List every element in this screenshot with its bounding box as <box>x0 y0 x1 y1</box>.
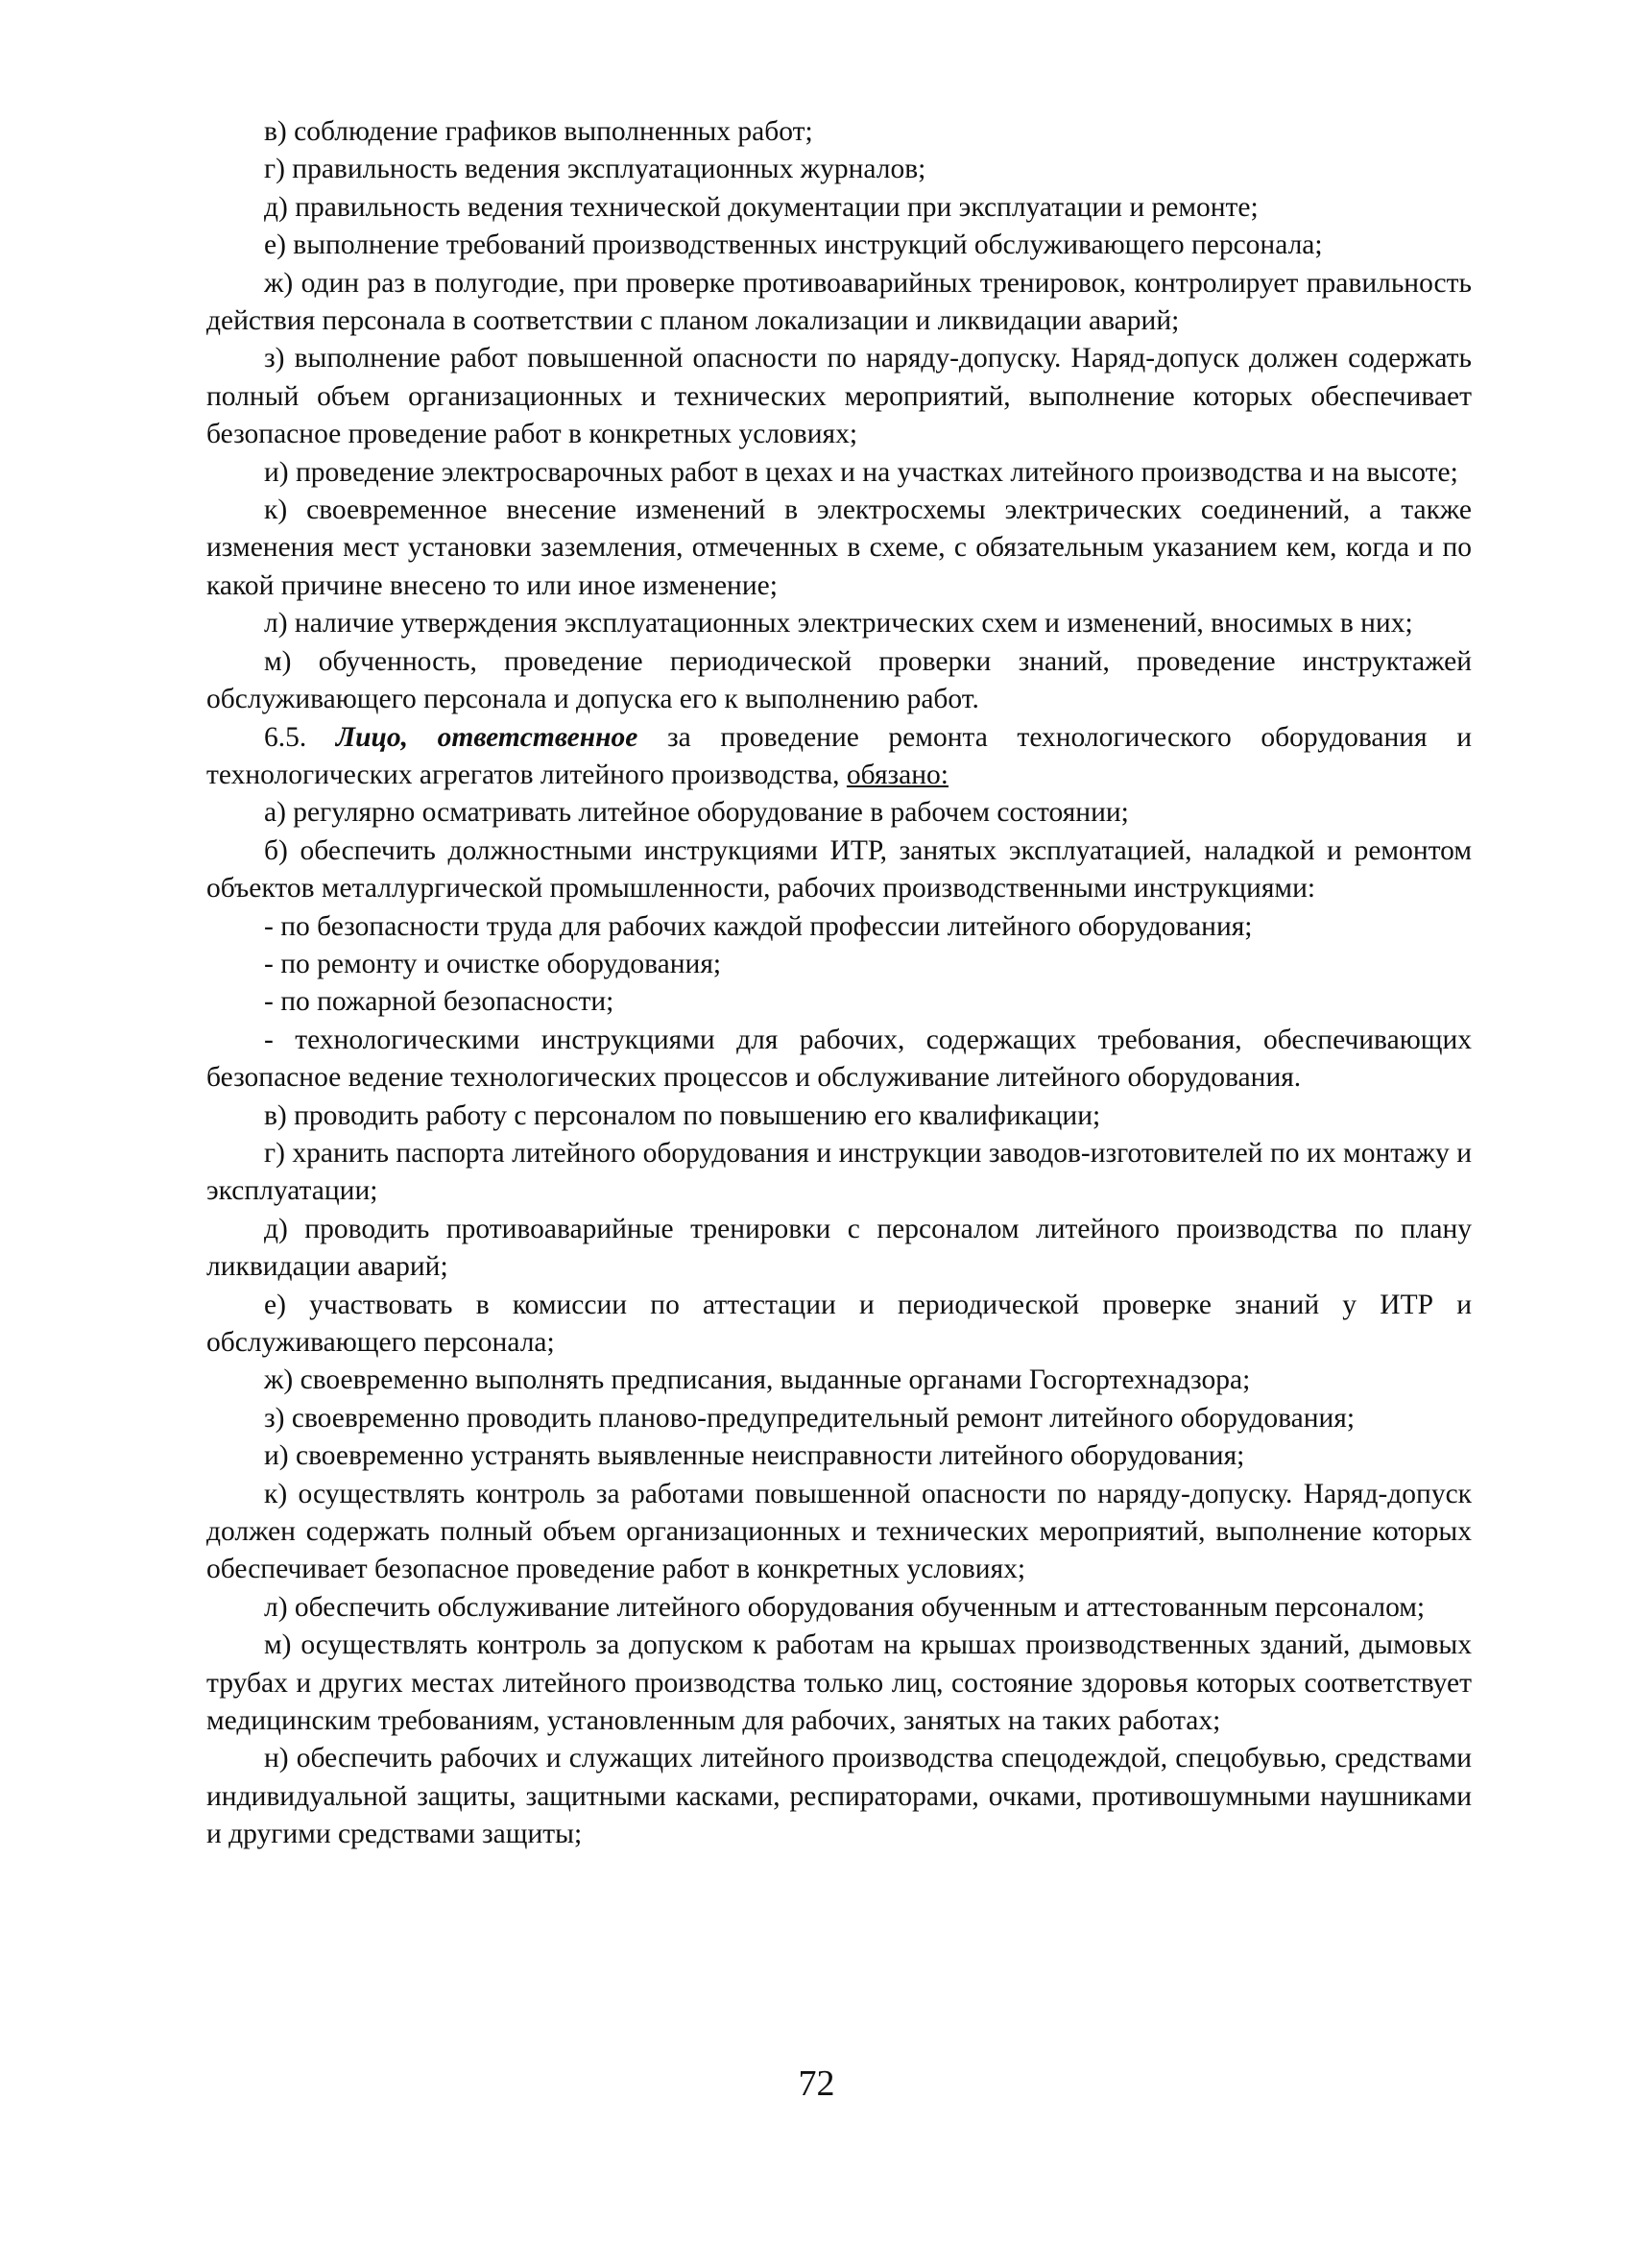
paragraph-e: е) выполнение требований производственных инструкций обслуживающего персонала; <box>264 229 1323 261</box>
paragraph-l2: л) обеспечить обслуживание литейного оборудования обученным и аттестованным персоналом; <box>264 1591 1426 1623</box>
paragraph-g2: г) хранить паспорта литейного оборудования и инструкции заводов-изготовителей по их монтажу и эксплуатации; <box>206 1137 1472 1207</box>
paragraph-zh: ж) один раз в полугодие, при проверке противоаварийных тренировок, контролирует правильность действия персонала в соответствии с планом локализации и ликвидации аварий; <box>206 267 1472 337</box>
section-number: 6.5. <box>264 721 307 753</box>
paragraph-b: б) обеспечить должностными инструкциями ИТР, занятых эксплуатацией, наладкой и ремонтом объектов металлургической промышленности, рабочих производственными инструкциями: <box>206 834 1472 905</box>
dash-item: - технологическими инструкциями для рабочих, содержащих требования, обеспечивающих безопасное ведение технологических процессов и обслуживание литейного оборудования. <box>206 1024 1472 1094</box>
paragraph-k2: к) осуществлять контроль за работами повышенной опасности по наряду-допуску. Наряд-допуск должен содержать полный объем организационных и технических мероприятий, выполнение которых обеспечивает безопасное проведение работ в конкретных условиях; <box>206 1478 1472 1585</box>
section-6-5 <box>206 719 1472 795</box>
paragraph-g: г) правильность ведения эксплуатационных журналов; <box>264 154 926 185</box>
page-number: 72 <box>798 2063 835 2104</box>
paragraph-z: з) выполнение работ повышенной опасности по наряду-допуску. Наряд-допуск должен содержать полный объем организационных и технических мероприятий, выполнение которых обеспечивает безопасное проведение работ в конкретных условиях; <box>206 343 1472 450</box>
paragraph-m: м) обученность, проведение периодической проверки знаний, проведение инструктажей обслуживающего персонала и допуска его к выполнению работ. <box>206 645 1472 715</box>
section-heading: Лицо, ответственное <box>335 721 638 753</box>
dash-item: - по безопасности труда для рабочих каждой профессии литейного оборудования; <box>264 910 1253 942</box>
paragraph-zh2: ж) своевременно выполнять предписания, выданные органами Госгортехнадзора; <box>264 1364 1251 1396</box>
paragraph-z2: з) своевременно проводить планово-предупредительный ремонт литейного оборудования; <box>264 1402 1356 1434</box>
paragraph-m2: м) осуществлять контроль за допуском к работам на крышах производственных зданий, дымовых трубах и других местах литейного производства только лиц, состояние здоровья которых соответствует медицинским требованиям, установленным для рабочих, занятых на таких работах; <box>206 1629 1472 1737</box>
paragraph-n2: н) обеспечить рабочих и служащих литейного производства спецодеждой, спецобувью, средствами индивидуальной защиты, защитными касками, респираторами, очками, противошумными наушниками и другими средствами защиты; <box>206 1743 1472 1850</box>
paragraph-a: а) регулярно осматривать литейное оборудование в рабочем состоянии; <box>264 797 1129 829</box>
paragraph-e2: е) участвовать в комиссии по аттестации и периодической проверке знаний у ИТР и обслуживающего персонала; <box>206 1289 1472 1358</box>
dash-item: - по ремонту и очистке оборудования; <box>264 948 722 979</box>
section-obliged: обязано: <box>846 759 949 790</box>
paragraph-k: к) своевременное внесение изменений в электросхемы электрических соединений, а также изменения мест установки заземления, отмеченных в схеме, с обязательным указанием кем, когда и по какой причине внесено то или иное изменение; <box>206 495 1472 601</box>
dash-item: - по пожарной безопасности; <box>264 986 614 1018</box>
section-text: за проведение ремонта технологического оборудования и технологических агрегатов литейного производства, <box>206 721 1473 790</box>
paragraph-d: д) правильность ведения технической документации при эксплуатации и ремонте; <box>264 191 1259 223</box>
paragraph-v: в) соблюдение графиков выполненных работ; <box>264 116 813 147</box>
document-page <box>206 113 1472 1854</box>
paragraph-d2: д) проводить противоаварийные тренировки с персоналом литейного производства по плану ликвидации аварий; <box>206 1213 1472 1283</box>
paragraph-l: л) наличие утверждения эксплуатационных электрических схем и изменений, вносимых в них; <box>264 608 1413 639</box>
paragraph-i: и) проведение электросварочных работ в цехах и на участках литейного производства и на высоте; <box>264 456 1458 488</box>
paragraph-v2: в) проводить работу с персоналом по повышению его квалификации; <box>264 1099 1101 1131</box>
paragraph-i2: и) своевременно устранять выявленные неисправности литейного оборудования; <box>264 1440 1245 1472</box>
